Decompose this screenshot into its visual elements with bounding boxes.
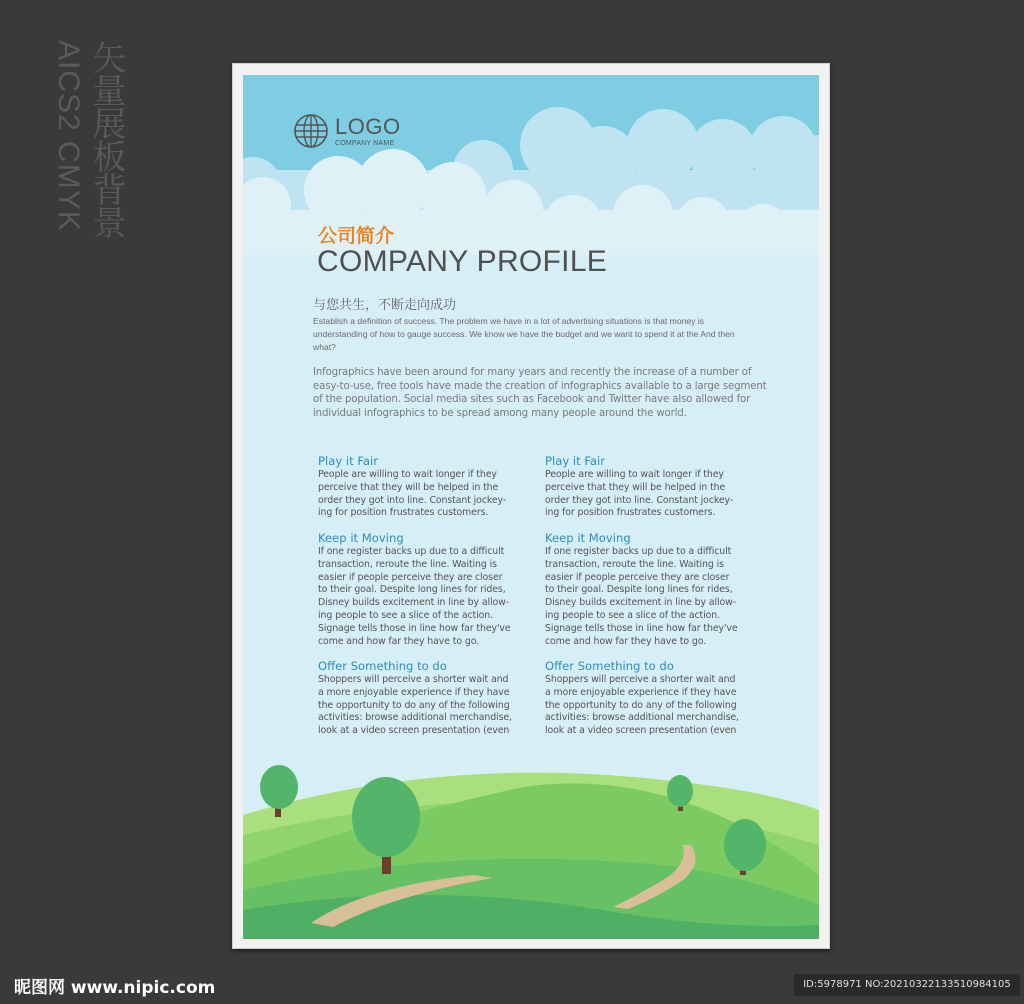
logo-main: LOGO [335, 113, 401, 139]
intro-paragraph-2: Infographics have been around for many years and recently the increase of a number of easy-to-use, free tools have made the creation of infographics available to a large segment of the population. Social media sites such as Facebook and Twitter have also allowed for individual infographics to be spread among many people around the world. [313, 367, 767, 419]
section-body: People are willing to wait longer if they perceive that they will be helped in the order they got into line. Constant jockey- ing for position frustrates customers. [318, 469, 507, 519]
side-label-chinese: 矢量展板背景 [86, 40, 126, 238]
side-label-latin: AICS2 CMYK [52, 40, 85, 232]
right-section-keep-moving [545, 531, 765, 648]
section-title: Offer Something to do [318, 659, 447, 673]
section-title: Offer Something to do [545, 659, 674, 673]
section-title: Play it Fair [318, 454, 379, 468]
right-section-play-fair [545, 454, 765, 520]
section-body: If one register backs up due to a difficult transaction, reroute the line. Waiting is easier if people perceive they are closer to their goal. Despite long lines for rides, Disney builds excitement in line by allow- ing people to see a slice of the action. Signage tells those in line how far they've come and how far they have to go. [318, 546, 511, 647]
logo [293, 113, 401, 149]
watermark-site: 昵图网 www.nipic.com [14, 978, 216, 998]
left-section-keep-moving [318, 531, 538, 648]
globe-icon [293, 113, 329, 149]
section-title: Keep it Moving [318, 531, 404, 545]
section-title: Play it Fair [545, 454, 606, 468]
title-english: COMPANY PROFILE [317, 245, 608, 278]
section-title: Keep it Moving [545, 531, 631, 545]
logo-text [335, 113, 401, 147]
watermark-id: ID:5978971 NO:20210322133510984105 [794, 974, 1020, 996]
section-body: People are willing to wait longer if they perceive that they will be helped in the order they got into line. Constant jockey- ing for position frustrates customers. [545, 469, 734, 519]
right-section-offer-something [545, 659, 765, 738]
title-chinese: 公司简介 [318, 225, 395, 247]
section-body: If one register backs up due to a difficult transaction, reroute the line. Waiting is easier if people perceive they are closer to their goal. Despite long lines for rides, Disney builds excitement in line by allow- ing people to see a slice of the action. Signage tells those in line how far they've come and how far they have to go. [545, 546, 738, 647]
logo-sub: COMPANY NAME [335, 139, 395, 147]
intro-paragraph-1: Establish a definition of success. The problem we have in a lot of advertising situations is that money is understanding of how to gauge success. We know we have the budget and we want to spend it at the And then what? [313, 316, 735, 352]
side-label [50, 40, 140, 270]
section-body: Shoppers will perceive a shorter wait and a more enjoyable experience if they have the opportunity to do any of the following activities: browse additional merchandise, look at a video screen presentation (even [545, 674, 739, 737]
section-body: Shoppers will perceive a shorter wait and a more enjoyable experience if they have the opportunity to do any of the following activities: browse additional merchandise, look at a video screen presentation (even [318, 674, 512, 737]
left-section-play-fair [318, 454, 538, 520]
poster [243, 75, 819, 939]
slogan: 与您共生，不断走向成功 [313, 298, 457, 313]
left-section-offer-something [318, 659, 538, 738]
